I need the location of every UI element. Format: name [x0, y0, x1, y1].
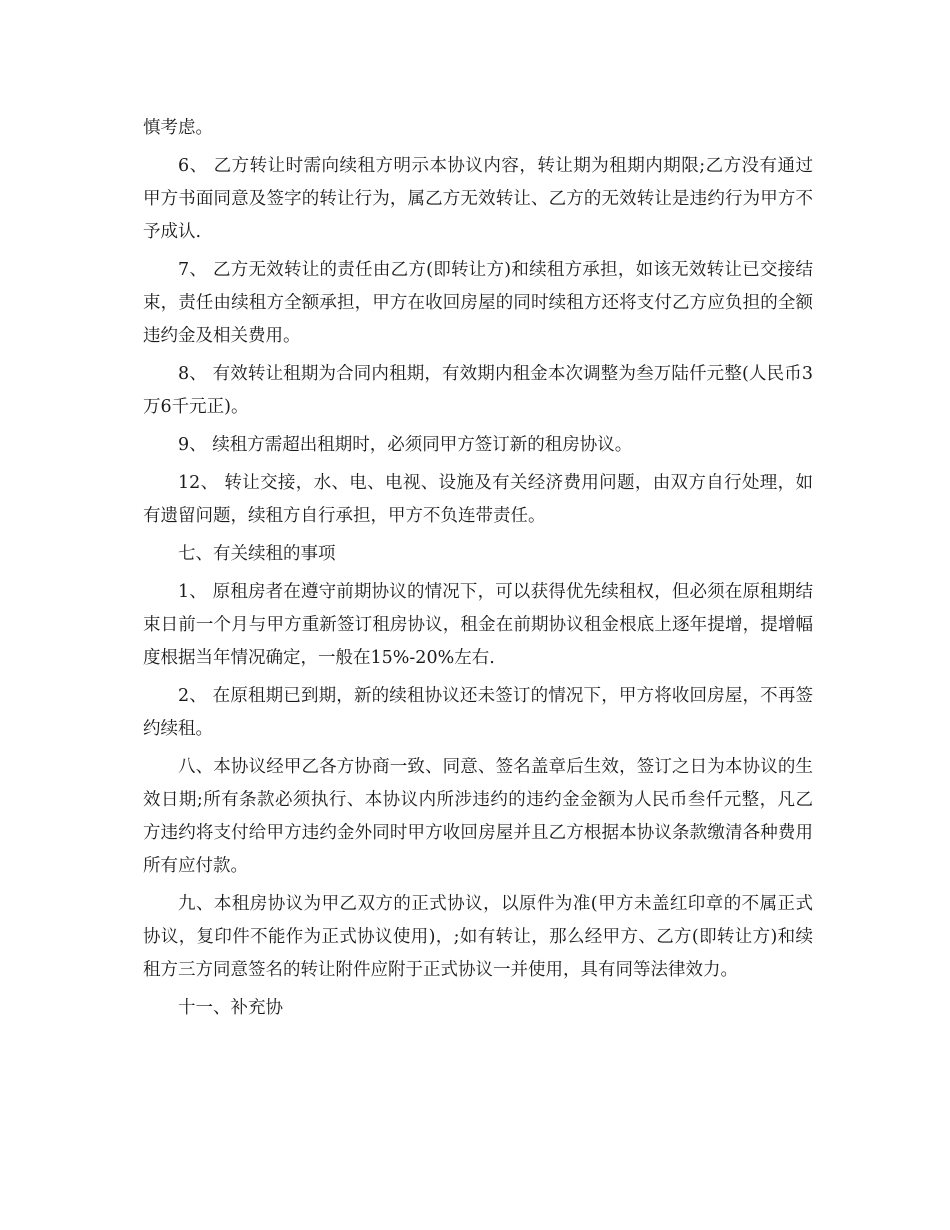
section-eleven-heading: 十一、补充协 [178, 998, 283, 1018]
section-eight: 八、本协议经甲乙各方协商一致、同意、签名盖章后生效，签订之日为本协议的生效日期;所有条款必须执行、本协议内所涉违约的违约金金额为人民币叁仟元整，凡乙方违约将支付给甲方违约金外同时甲方收回房屋并且乙方根据本协议条款缴清各种费用所有应付款。 [143, 757, 813, 876]
paragraph-renewal-2: 2、 在原租期已到期，新的续租协议还未签订的情况下，甲方将收回房屋，不再签约续租。 [143, 686, 813, 739]
paragraph-renewal-1: 1、 原租房者在遵守前期协议的情况下，可以获得优先续租权，但必须在原租期结束日前一个月与甲方重新签订租房协议，租金在前期协议租金根底上逐年提增，提增幅度根据当年情况确定，一般在15%-20%左右. [143, 582, 813, 668]
section-heading-seven: 七、有关续租的事项 [178, 544, 336, 564]
section-nine: 九、本租房协议为甲乙双方的正式协议，以原件为准(甲方未盖红印章的不属正式协议，复印件不能作为正式协议使用)，;如有转让，那么经甲方、乙方(即转让方)和续租方三方同意签名的转让附件应附于正式协议一并使用，具有同等法律效力。 [143, 894, 813, 980]
paragraph-clause-7: 7、 乙方无效转让的责任由乙方(即转让方)和续租方承担，如该无效转让已交接结束，责任由续租方全额承担，甲方在收回房屋的同时续租方还将支付乙方应负担的全额违约金及相关费用。 [143, 260, 813, 346]
paragraph-clause-12: 12、 转让交接，水、电、电视、设施及有关经济费用问题，由双方自行处理，如有遗留问题，续租方自行承担，甲方不负连带责任。 [143, 473, 813, 526]
paragraph-clause-8: 8、 有效转让租期为合同内租期，有效期内租金本次调整为叁万陆仟元整(人民币3万6千元正)。 [143, 364, 813, 417]
paragraph-clause-9: 9、 续租方需超出租期时，必须同甲方签订新的租房协议。 [178, 435, 633, 455]
paragraph-clause-6: 6、 乙方转让时需向续租方明示本协议内容，转让期为租期内期限;乙方没有通过甲方书面同意及签字的转让行为，属乙方无效转让、乙方的无效转让是违约行为甲方不予成认. [143, 156, 813, 242]
document-body [143, 112, 813, 1030]
paragraph-continuation: 慎考虑。 [143, 118, 213, 138]
